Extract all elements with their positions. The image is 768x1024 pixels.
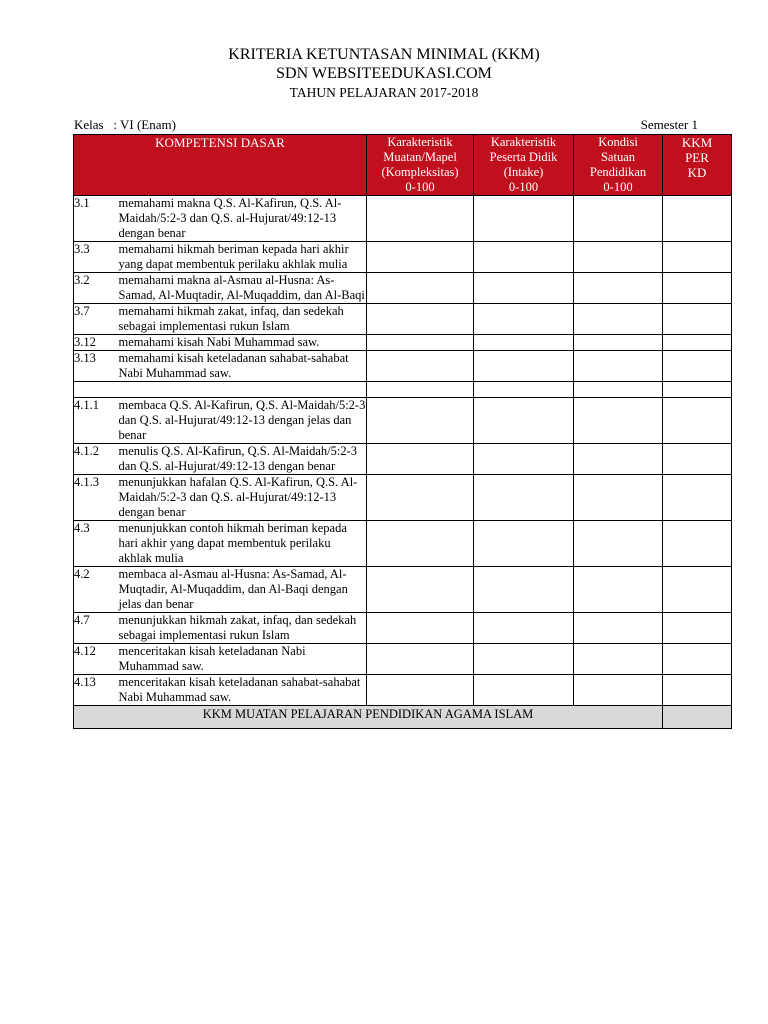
kkm-value-cell[interactable] [663, 675, 732, 706]
table-row [74, 675, 732, 706]
empty-cell [574, 382, 663, 398]
kondisi-value-cell[interactable] [574, 242, 663, 273]
kondisi-value-cell[interactable] [574, 521, 663, 567]
kd-description: menceritakan kisah keteladanan sahabat-sahabat Nabi Muhammad saw. [119, 675, 367, 706]
muatan-value-cell[interactable] [367, 304, 474, 335]
kd-description: memahami makna Q.S. Al-Kafirun, Q.S. Al-Maidah/5:2-3 dan Q.S. al-Hujurat/49:12-13 dengan benar [119, 196, 367, 242]
kd-code: 3.12 [74, 335, 119, 351]
header-line: Kondisi [598, 135, 638, 149]
header-line: Pendidikan [589, 165, 647, 179]
muatan-value-cell[interactable] [367, 613, 474, 644]
table-row [74, 242, 732, 273]
header-line: 0-100 [405, 180, 435, 194]
peserta-value-cell[interactable] [474, 675, 574, 706]
kd-code: 3.7 [74, 304, 119, 335]
kkm-value-cell[interactable] [663, 242, 732, 273]
kkm-value-cell[interactable] [663, 567, 732, 613]
class-label: Kelas : VI (Enam) [74, 117, 176, 132]
muatan-value-cell[interactable] [367, 242, 474, 273]
kd-code: 3.13 [74, 351, 119, 382]
muatan-value-cell[interactable] [367, 351, 474, 382]
muatan-value-cell[interactable] [367, 444, 474, 475]
header-line: Peserta Didik [489, 150, 558, 164]
kd-code: 4.2 [74, 567, 119, 613]
header-line: KD [687, 165, 707, 180]
kd-code: 4.13 [74, 675, 119, 706]
kd-code: 4.12 [74, 644, 119, 675]
kondisi-value-cell[interactable] [574, 304, 663, 335]
kd-description: menceritakan kisah keteladanan Nabi Muhammad saw. [119, 644, 367, 675]
muatan-value-cell[interactable] [367, 335, 474, 351]
kondisi-value-cell[interactable] [574, 444, 663, 475]
kkm-table [73, 134, 732, 729]
empty-cell [367, 382, 474, 398]
kd-description: memahami hikmah zakat, infaq, dan sedekah sebagai implementasi rukun Islam [119, 304, 367, 335]
kondisi-value-cell[interactable] [574, 475, 663, 521]
kd-code: 3.1 [74, 196, 119, 242]
kkm-value-cell[interactable] [663, 351, 732, 382]
header-line: Karakteristik [387, 135, 453, 149]
header-line: (Intake) [503, 165, 544, 179]
muatan-value-cell[interactable] [367, 398, 474, 444]
kd-description: membaca Q.S. Al-Kafirun, Q.S. Al-Maidah/5:2-3 dan Q.S. al-Hujurat/49:12-13 dengan jelas dan benar [118, 398, 366, 442]
peserta-value-cell[interactable] [474, 196, 574, 242]
semester-label: Semester 1 [640, 117, 698, 132]
table-header-row [74, 135, 732, 196]
document-title: KRITERIA KETUNTASAN MINIMAL (KKM) [228, 46, 540, 63]
table-row [74, 273, 732, 304]
peserta-value-cell[interactable] [474, 398, 574, 444]
header-kompetensi-dasar: KOMPETENSI DASAR [74, 135, 367, 196]
kd-code: 3.3 [74, 242, 119, 273]
header-karakteristik-peserta [474, 135, 574, 196]
kkm-value-cell[interactable] [663, 335, 732, 351]
peserta-value-cell[interactable] [474, 613, 574, 644]
kd-description: menunjukkan hikmah zakat, infaq, dan sedekah sebagai implementasi rukun Islam [119, 613, 367, 644]
kd-code: 4.1.1 [74, 398, 119, 444]
kondisi-value-cell[interactable] [574, 644, 663, 675]
kkm-value-cell[interactable] [663, 444, 732, 475]
muatan-value-cell[interactable] [367, 675, 474, 706]
muatan-value-cell[interactable] [367, 273, 474, 304]
muatan-value-cell[interactable] [367, 644, 474, 675]
kondisi-value-cell[interactable] [574, 398, 663, 444]
empty-row [74, 382, 732, 398]
kd-description: membaca al-Asmau al-Husna: As-Samad, Al-Muqtadir, Al-Muqaddim, dan Al-Baqi dengan jelas dan benar [119, 567, 367, 613]
header-kondisi-satuan [574, 135, 663, 196]
kkm-value-cell[interactable] [663, 273, 732, 304]
kd-description: memahami kisah Nabi Muhammad saw. [119, 335, 367, 351]
header-line: Satuan [600, 150, 636, 164]
kd-code: 4.1.3 [74, 475, 119, 521]
kondisi-value-cell[interactable] [574, 273, 663, 304]
peserta-value-cell[interactable] [474, 304, 574, 335]
muatan-value-cell[interactable] [367, 196, 474, 242]
kd-code: 3.2 [74, 273, 119, 304]
kd-code: 4.3 [74, 521, 119, 567]
kd-description: menunjukkan hafalan Q.S. Al-Kafirun, Q.S. Al-Maidah/5:2-3 dan Q.S. al-Hujurat/49:12-13 dengan benar [119, 475, 367, 521]
header-kkm-per-kd [663, 135, 732, 196]
table-row [74, 398, 732, 444]
table-row [74, 351, 732, 382]
kd-description: memahami kisah keteladanan sahabat-sahabat Nabi Muhammad saw. [119, 351, 367, 382]
table-row [74, 304, 732, 335]
peserta-value-cell[interactable] [474, 335, 574, 351]
header-karakteristik-muatan [367, 135, 474, 196]
table-row [74, 644, 732, 675]
table-row [74, 613, 732, 644]
peserta-value-cell[interactable] [474, 444, 574, 475]
kondisi-value-cell[interactable] [574, 613, 663, 644]
kkm-value-cell[interactable] [663, 613, 732, 644]
peserta-value-cell[interactable] [474, 351, 574, 382]
peserta-value-cell[interactable] [474, 242, 574, 273]
muatan-value-cell[interactable] [367, 475, 474, 521]
kd-description: menunjukkan contoh hikmah beriman kepada hari akhir yang dapat membentuk perilaku akhlak mulia [119, 521, 367, 567]
kondisi-value-cell[interactable] [574, 196, 663, 242]
academic-year: TAHUN PELAJARAN 2017-2018 [289, 85, 479, 100]
header-line: 0-100 [508, 180, 539, 194]
kkm-value-cell[interactable] [663, 644, 732, 675]
header-line: KKM [681, 135, 713, 150]
header-line: Muatan/Mapel [383, 150, 457, 164]
empty-cell [119, 382, 367, 398]
kkm-summary-value-cell[interactable] [663, 706, 732, 729]
kd-description: memahami makna al-Asmau al-Husna: As-Samad, Al-Muqtadir, Al-Muqaddim, dan Al-Baqi [118, 273, 365, 302]
table-row [74, 567, 732, 613]
table-row [74, 335, 732, 351]
header-line: Karakteristik [490, 135, 557, 149]
peserta-value-cell[interactable] [474, 273, 574, 304]
header-line: PER [685, 150, 709, 165]
peserta-value-cell[interactable] [474, 644, 574, 675]
kd-description: menulis Q.S. Al-Kafirun, Q.S. Al-Maidah/5:2-3 dan Q.S. al-Hujurat/49:12-13 dengan benar [119, 444, 367, 475]
kkm-summary-label: KKM MUATAN PELAJARAN PENDIDIKAN AGAMA ISLAM [74, 706, 663, 729]
peserta-value-cell[interactable] [474, 567, 574, 613]
table-row [74, 196, 732, 242]
empty-cell [474, 382, 574, 398]
kondisi-value-cell[interactable] [574, 675, 663, 706]
kondisi-value-cell[interactable] [574, 567, 663, 613]
kkm-value-cell[interactable] [663, 521, 732, 567]
school-name: SDN WEBSITEEDUKASI.COM [276, 65, 492, 82]
table-row [74, 475, 732, 521]
table-row [74, 444, 732, 475]
kd-code: 4.7 [74, 613, 119, 644]
header-line: 0-100 [603, 180, 633, 194]
kd-code: 4.1.2 [74, 444, 119, 475]
header-line: (Kompleksitas) [381, 165, 459, 179]
kondisi-value-cell[interactable] [574, 351, 663, 382]
kondisi-value-cell[interactable] [574, 335, 663, 351]
peserta-value-cell[interactable] [474, 521, 574, 567]
peserta-value-cell[interactable] [474, 475, 574, 521]
kkm-value-cell[interactable] [663, 196, 732, 242]
empty-cell [663, 382, 732, 398]
empty-cell [74, 382, 119, 398]
muatan-value-cell[interactable] [367, 521, 474, 567]
muatan-value-cell[interactable] [367, 567, 474, 613]
kd-description: memahami hikmah beriman kepada hari akhir yang dapat membentuk perilaku akhlak mulia [119, 242, 367, 273]
kkm-summary-row [74, 706, 732, 729]
table-row [74, 521, 732, 567]
kkm-value-cell[interactable] [663, 398, 732, 444]
kkm-value-cell[interactable] [663, 304, 732, 335]
kkm-value-cell[interactable] [663, 475, 732, 521]
